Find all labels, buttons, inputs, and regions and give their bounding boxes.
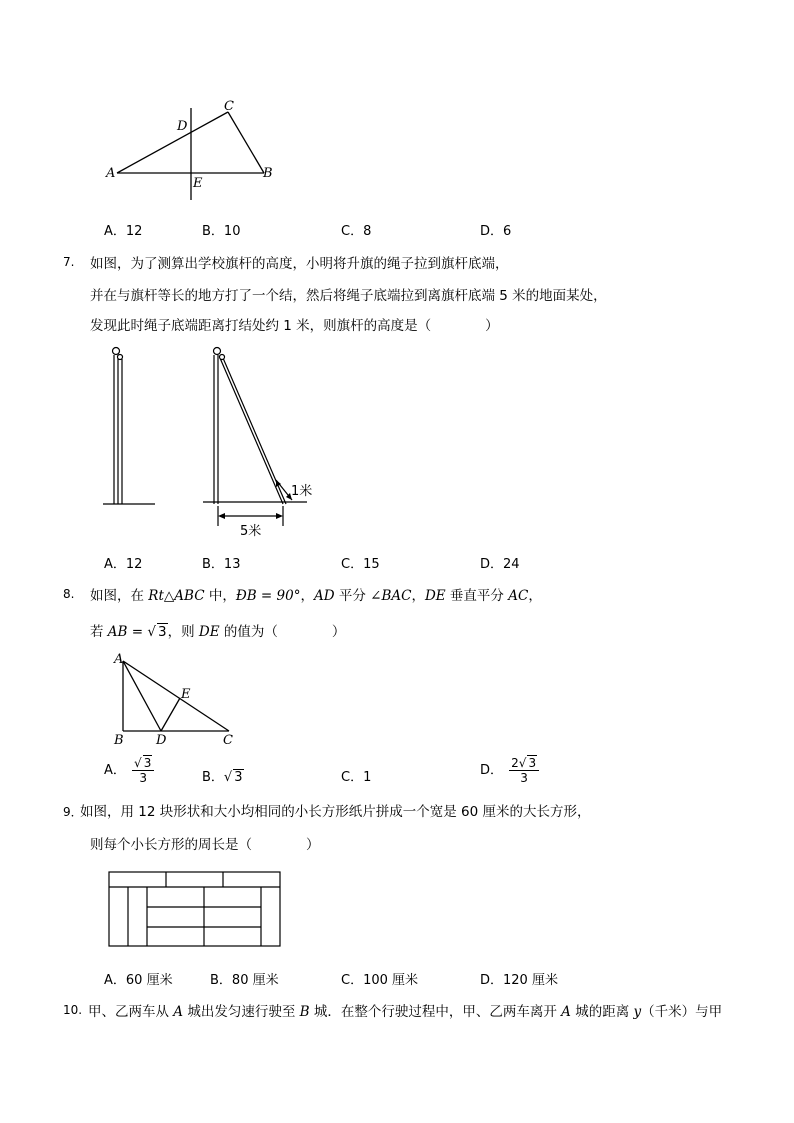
q7-label-1m: 1米 [291, 484, 313, 499]
q8-option-b-root: 3 [234, 770, 243, 785]
q10-math-a: A [173, 1004, 184, 1020]
q10-math-a2: A [561, 1004, 571, 1020]
q8-option-b: B．√ 3 [202, 770, 243, 785]
q10-text: 城的距离 [570, 1004, 634, 1020]
q9-line-1: 如图，用 12 块形状和大小均相同的小长方形纸片拼成一个宽是 60 厘米的大长方形， [80, 804, 591, 820]
q8-label-d: D [156, 733, 167, 748]
q7-line-1: 如图，为了测算出学校旗杆的高度，小明将升旗的绳子拉到旗杆底端， [90, 256, 509, 272]
q8-math-de2: DE [198, 624, 220, 640]
q8-text: 中， [204, 588, 236, 604]
q8-number: 8. [63, 587, 75, 601]
q8-label-a: A [114, 652, 124, 667]
q6-label-e: E [193, 176, 203, 191]
q8-math-ad: AD [313, 588, 335, 604]
q8-option-a-label: A． [104, 763, 126, 778]
q6-option-d: D．6 [480, 224, 512, 239]
q8-math-angle-bac: ∠BAC [370, 588, 412, 604]
q6-label-d: D [177, 119, 188, 134]
q9-line-2: 则每个小长方形的周长是（ ） [90, 837, 320, 853]
q6-option-c: C．8 [341, 224, 372, 239]
q8-text: 若 [90, 624, 108, 640]
q7-option-b: B．13 [202, 557, 241, 572]
q6-label-b: B [263, 166, 273, 181]
q8-text: 的值为（ ） [219, 624, 346, 640]
q6-option-b: B．10 [202, 224, 241, 239]
q8-label-c: C [223, 733, 233, 748]
q10-text: （千米）与甲 [641, 1004, 723, 1020]
q7-option-d: D．24 [480, 557, 520, 572]
q8-math-root: 3 [157, 624, 167, 640]
q8-label-e: E [181, 687, 191, 702]
q9-number: 9． [63, 805, 83, 819]
q7-option-c: C．15 [341, 557, 380, 572]
q10-text: 城出发匀速行驶至 [183, 1004, 300, 1020]
q8-option-a-fraction: $\frac{√ 3}{3}$ [132, 757, 154, 784]
q8-option-d-den: 3 [520, 771, 528, 785]
q8-text: ， [411, 588, 425, 604]
q8-option-d-label: D． [480, 763, 504, 778]
q8-text: 垂直平分 [445, 588, 509, 604]
q7-line-3: 发现此时绳子底端距离打结处约 1 米，则旗杆的高度是（ ） [90, 318, 499, 334]
q10-number: 10. [63, 1003, 83, 1017]
q8-text: = [127, 624, 148, 640]
q8-text: ， [528, 588, 542, 604]
q8-text: ， [300, 588, 314, 604]
q8-math-ab: AB [107, 624, 128, 640]
q8-option-a-den: 3 [139, 771, 148, 785]
q8-math-triangle: Rt△ABC [148, 588, 205, 604]
q9-option-c: C．100 厘米 [341, 973, 419, 988]
q8-option-c-label: C．1 [341, 770, 372, 785]
q8-text: ，则 [167, 624, 199, 640]
q7-number: 7. [63, 255, 75, 269]
q8-option-a-root: 3 [143, 756, 152, 770]
q6-label-a: A [106, 166, 116, 181]
q7-label-5m: 5米 [240, 524, 262, 539]
q8-option-b-label: B． [202, 770, 224, 785]
q8-text: 平分 [334, 588, 371, 604]
q8-math-de: DE [424, 588, 446, 604]
q10-text: 甲、乙两车从 [88, 1004, 174, 1020]
q8-option-d-fraction: $\frac{2√ 3}{3}$ [509, 757, 539, 784]
q9-option-b: B．80 厘米 [210, 973, 279, 988]
q8-label-b: B [114, 733, 124, 748]
q8-option-d-coef: 2 [511, 756, 519, 770]
q6-option-a: A．12 [104, 224, 143, 239]
q8-line-2: 若 AB = √ 3，则 DE 的值为（ ） [90, 624, 346, 640]
q9-option-a: A．60 厘米 [104, 973, 173, 988]
q8-text: 如图，在 [90, 588, 149, 604]
q6-label-c: C [224, 99, 234, 114]
q8-math-ac: AC [508, 588, 529, 604]
q10-math-b: B [299, 1004, 310, 1020]
q7-line-2: 并在与旗杆等长的地方打了一个结，然后将绳子底端拉到离旗杆底端 5 米的地面某处， [90, 288, 607, 304]
q10-text: 城．在整个行驶过程中，甲、乙两车离开 [309, 1004, 562, 1020]
q8-math-angle-b: ÐB = 90° [235, 588, 301, 604]
q9-option-d: D．120 厘米 [480, 973, 558, 988]
q10-math-y: y [633, 1004, 642, 1020]
q7-option-a: A．12 [104, 557, 143, 572]
q8-option-d-root: 3 [528, 756, 537, 770]
q10-line-1 [88, 1000, 722, 1020]
